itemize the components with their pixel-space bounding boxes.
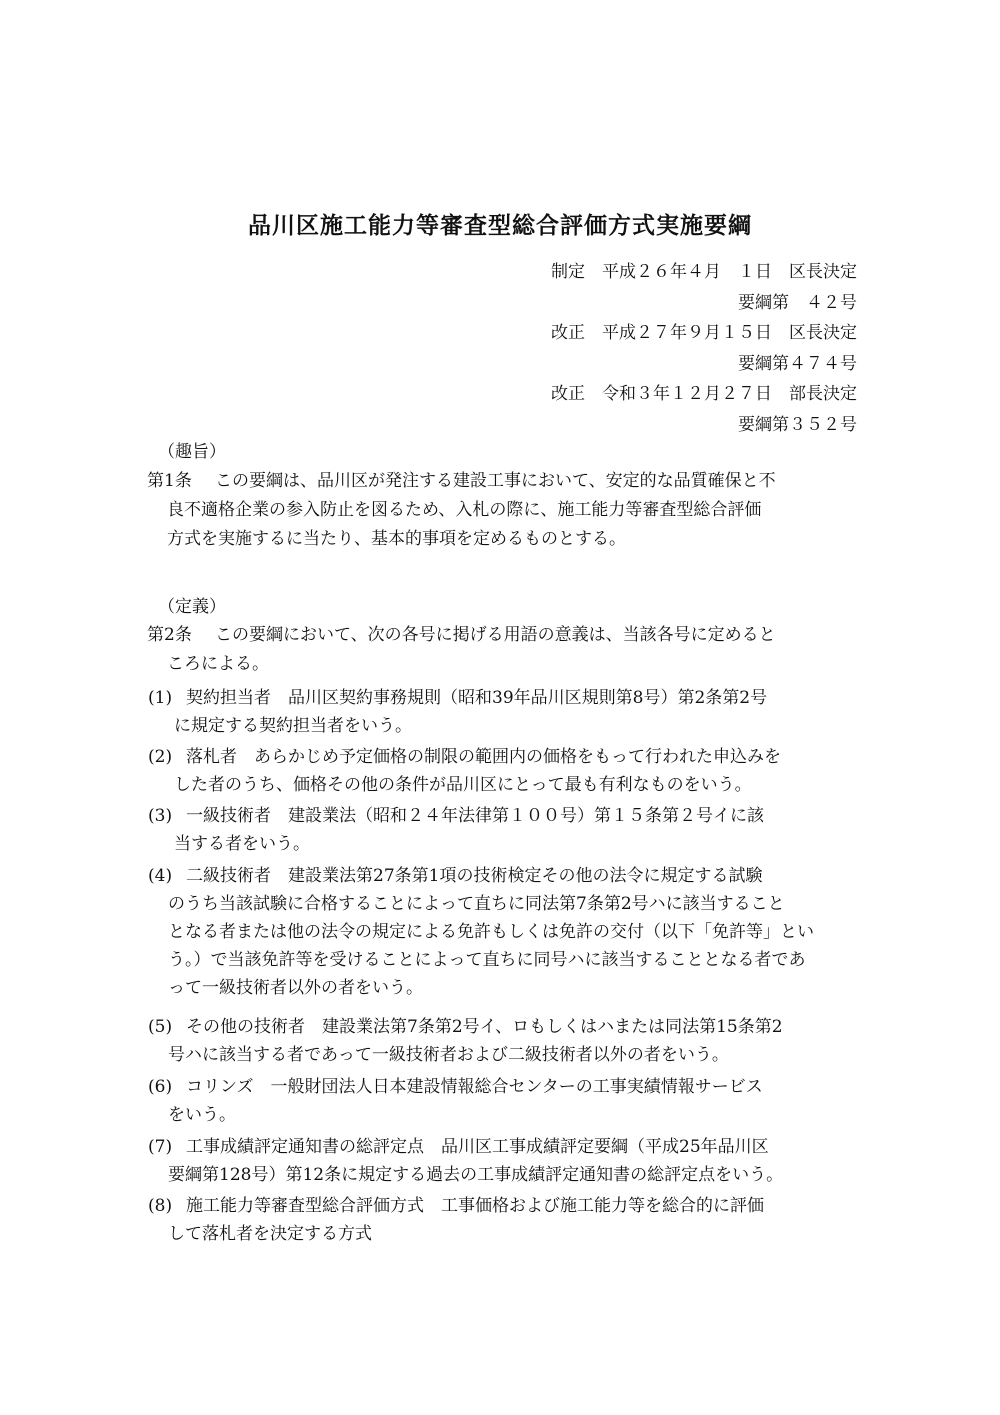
definition-item-5: (5) その他の技術者 建設業法第7条第2号イ、ロもしくはハまたは同法第15条第2 号ハに該当する者であって一級技術者および二級技術者以外の者をいう。 [148, 1017, 783, 1065]
history-amend2-date: 改正 令和３年１２月２７日 部長決定 [551, 384, 857, 404]
article-1-heading: （趣旨） [158, 442, 226, 462]
article-1-first-line: 第1条 この要綱は、品川区が発注する建設工事において、安定的な品質確保と不 [147, 467, 861, 496]
definition-item-3: (3) 一級技術者 建設業法（昭和２４年法律第１００号）第１５条第２号イに該 当する者をいう。 [148, 806, 764, 854]
history-amend2-number: 要綱第３５２号 [738, 415, 857, 435]
history-enacted-number: 要綱第 ４２号 [738, 293, 857, 313]
article-2-line: ころによる。 [167, 654, 269, 674]
definition-item-2: (2) 落札者 あらかじめ予定価格の制限の範囲内の価格をもって行われた申込みを した者のうち、価格その他の条件が品川区にとって最も有利なものをいう。 [148, 747, 781, 795]
history-amend1-number: 要綱第４７４号 [738, 354, 857, 374]
article-2-heading: （定義） [158, 597, 226, 617]
article-1-line: 方式を実施するに当たり、基本的事項を定めるものとする。 [167, 529, 626, 549]
definition-item-7: (7) 工事成績評定通知書の総評定点 品川区工事成績評定要綱（平成25年品川区 要綱第128号）第12条に規定する過去の工事成績評定通知書の総評定点をいう。 [148, 1137, 784, 1185]
article-2 [147, 621, 861, 679]
document-title: 品川区施工能力等審査型総合評価方式実施要綱 [248, 213, 752, 239]
definition-item-1: (1) 契約担当者 品川区契約事務規則（昭和39年品川区規則第8号）第2条第2号 に規定する契約担当者をいう。 [148, 688, 768, 736]
definition-item-8: (8) 施工能力等審査型総合評価方式 工事価格および施工能力等を総合的に評価 して落札者を決定する方式 [148, 1196, 764, 1244]
article-2-first-line: 第2条 この要綱において、次の各号に掲げる用語の意義は、当該各号に定めると [147, 621, 861, 650]
article-2-number: 第2条 [147, 625, 192, 645]
article-1-number: 第1条 [147, 471, 192, 491]
article-1-line: 良不適格企業の参入防止を図るため、入札の際に、施工能力等審査型総合評価 [167, 500, 762, 520]
history-enacted-date: 制定 平成２６年４月 １日 区長決定 [551, 262, 857, 282]
history-amend1-date: 改正 平成２７年９月１５日 区長決定 [551, 323, 857, 343]
article-1 [147, 467, 861, 554]
definition-item-4: (4) 二級技術者 建設業法第27条第1項の技術検定その他の法令に規定する試験 のうち当該試験に合格することによって直ちに同法第7条第2号ハに該当すること となる者または他の法令の規定による免許もしくは免許の交付（以下「免許等」とい う。）で当該免許等を受けることによって直ちに同号ハに該当することとなる者であ って一級技術者以外の者をいう。 [148, 866, 814, 998]
definition-item-6: (6) コリンズ 一般財団法人日本建設情報総合センターの工事実績情報サービス をいう。 [148, 1077, 763, 1125]
